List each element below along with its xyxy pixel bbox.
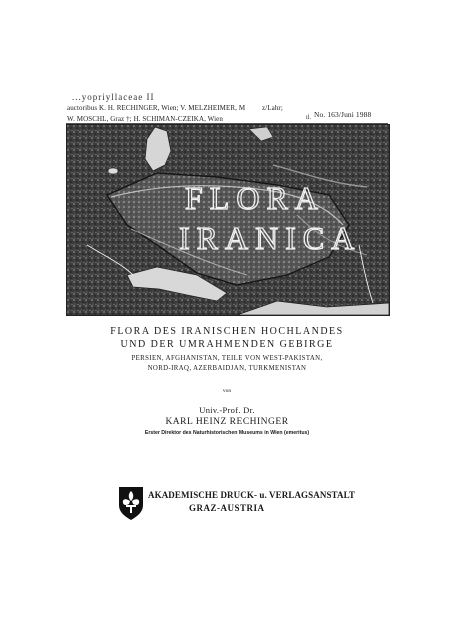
header-authors-line2: W. MOSCHL, Graz †; H. SCHIMAN-CZEIKA, Wien <box>67 115 223 123</box>
subtitle-line1: PERSIEN, AFGHANISTAN, TEILE VON WEST-PAKISTAN, <box>131 355 323 362</box>
von-label: von <box>222 388 232 394</box>
header-top-fragment: ...yopriyllaceae II <box>72 92 155 102</box>
publisher-location: GRAZ-AUSTRIA <box>189 503 265 513</box>
title-line1: FLORA DES IRANISCHEN HOCHLANDES <box>110 326 344 337</box>
author-role: Erster Direktor des Naturhistorischen Museums in Wien (emeritus) <box>144 430 310 436</box>
header-il-fragment: il. <box>306 115 312 121</box>
cover-map-image <box>66 124 390 316</box>
map-overlay-line2: IRANICA <box>179 220 362 256</box>
issue-number: No. 163/Juni 1988 <box>314 110 372 119</box>
header-authors-line1: auctoribus K. H. RECHINGER, Wien; V. MELZHEIMER, M <box>67 104 246 112</box>
publisher-name: AKADEMISCHE DRUCK- u. VERLAGSANSTALT <box>148 490 355 500</box>
author-name: KARL HEINZ RECHINGER <box>165 417 289 427</box>
map-overlay-line1: FLORA <box>185 180 325 216</box>
relief-map <box>67 125 389 315</box>
subtitle-line2: NORD-IRAQ, AZERBAIDJAN, TURKMENISTAN <box>147 365 307 372</box>
author-title: Univ.-Prof. Dr. <box>199 405 255 415</box>
header-lahr-fragment: z/Lahr; <box>262 104 283 112</box>
fleur-de-lis-shield-icon <box>117 485 145 521</box>
title-line2: UND DER UMRAHMENDEN GEBIRGE <box>120 339 334 350</box>
